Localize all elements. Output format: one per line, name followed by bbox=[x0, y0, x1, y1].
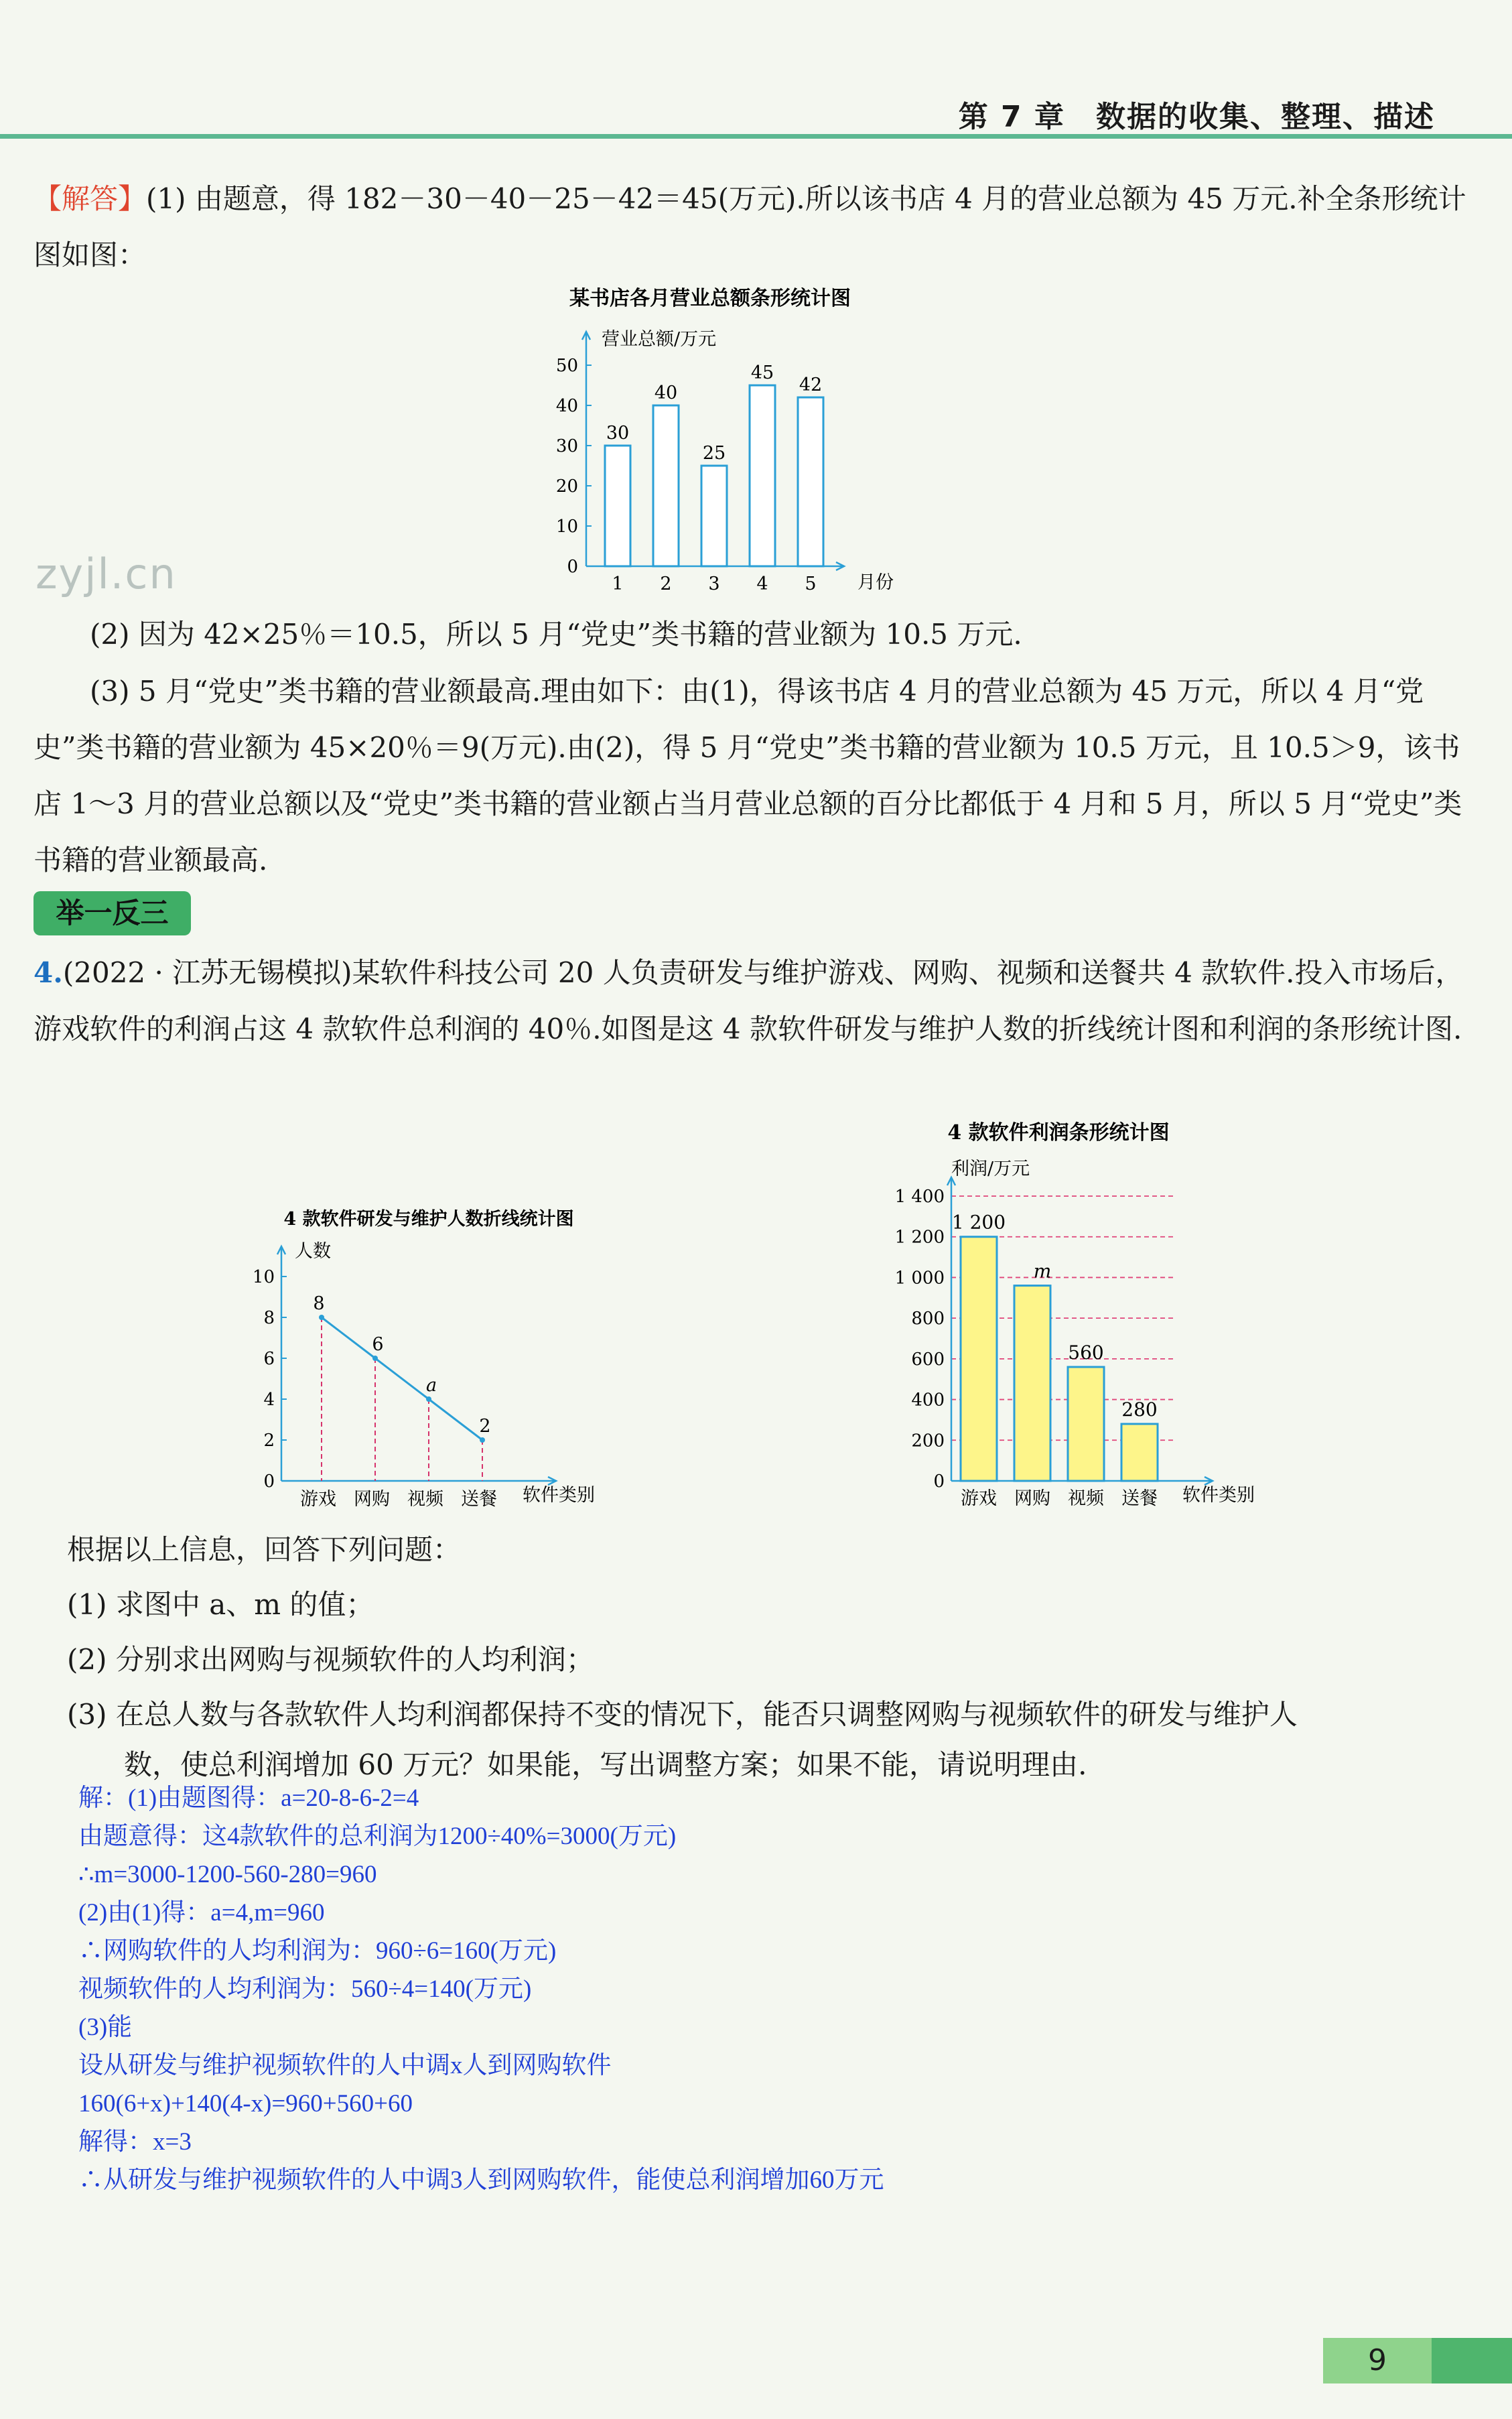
y-tick-label: 1 000 bbox=[894, 1268, 945, 1289]
data-label: 25 bbox=[702, 443, 726, 464]
data-label: 8 bbox=[313, 1293, 325, 1314]
data-label: 280 bbox=[1121, 1398, 1158, 1421]
bar bbox=[961, 1237, 997, 1481]
y-tick-label: 6 bbox=[263, 1349, 275, 1369]
solution-line: 视频软件的人均利润为：560÷4=140(万元) bbox=[78, 1975, 532, 2003]
solution-line: 解得：x=3 bbox=[78, 2128, 192, 2156]
y-tick-label: 1 400 bbox=[894, 1187, 945, 1207]
x-tick-label: 网购 bbox=[354, 1489, 390, 1510]
y-tick-label: 30 bbox=[555, 436, 578, 456]
data-label: 42 bbox=[799, 375, 823, 395]
bar bbox=[750, 385, 775, 566]
solution-line: (2)由(1)得：a=4,m=960 bbox=[78, 1899, 325, 1926]
data-label: 30 bbox=[606, 423, 630, 444]
x-tick-label: 游戏 bbox=[961, 1488, 997, 1509]
data-label: 2 bbox=[479, 1416, 491, 1437]
chapter-title: 第 7 章 数据的收集、整理、描述 bbox=[958, 100, 1435, 134]
x-tick-label: 网购 bbox=[1014, 1488, 1050, 1509]
solution-line: ∴m=3000-1200-560-280=960 bbox=[78, 1861, 377, 1888]
x-tick-label: 4 bbox=[756, 574, 768, 594]
x-tick-label: 1 bbox=[612, 574, 624, 594]
bar bbox=[701, 466, 727, 566]
y-tick-label: 10 bbox=[555, 517, 578, 537]
x-tick-label: 送餐 bbox=[1121, 1488, 1158, 1509]
y-tick-label: 50 bbox=[555, 356, 578, 376]
data-label: 6 bbox=[372, 1334, 384, 1355]
solution-block bbox=[78, 1779, 884, 2199]
y-tick-label: 1 200 bbox=[894, 1227, 945, 1248]
profit-bar-chart bbox=[884, 1116, 1300, 1518]
chart-title: 4 款软件利润条形统计图 bbox=[947, 1121, 1170, 1145]
data-point bbox=[426, 1396, 431, 1402]
answer-part-1 bbox=[33, 171, 1467, 283]
sub-question-2: (2) 分别求出网购与视频软件的人均利润； bbox=[67, 1643, 594, 1676]
solution-line: 设从研发与维护视频软件的人中调x人到网购软件 bbox=[78, 2052, 612, 2079]
bar bbox=[1014, 1286, 1050, 1481]
y-tick-label: 800 bbox=[911, 1309, 945, 1329]
y-tick-label: 4 bbox=[263, 1390, 275, 1410]
y-tick-label: 0 bbox=[933, 1472, 945, 1492]
y-tick-label: 600 bbox=[911, 1349, 945, 1370]
sub-question-3-cont: 数，使总利润增加 60 万元？如果能，写出调整方案；如果不能，请说明理由. bbox=[124, 1748, 1087, 1781]
sub-question-3: (3) 在总人数与各款软件人均利润都保持不变的情况下，能否只调整网购与视频软件的研发与维护人 bbox=[67, 1698, 1298, 1731]
solution-line: (3)能 bbox=[78, 2014, 133, 2041]
section-badge: 举一反三 bbox=[33, 891, 191, 935]
data-point bbox=[319, 1315, 324, 1320]
chart-title: 4 款软件研发与维护人数折线统计图 bbox=[283, 1209, 574, 1230]
question-number: 4. bbox=[33, 956, 63, 989]
data-label: 40 bbox=[654, 383, 678, 403]
chart-title: 某书店各月营业总额条形统计图 bbox=[569, 287, 851, 310]
solution-line: 由题意得：这4款软件的总利润为1200÷40%=3000(万元) bbox=[78, 1823, 677, 1850]
bar bbox=[605, 446, 630, 566]
x-tick-label: 游戏 bbox=[300, 1489, 336, 1510]
x-tick-label: 3 bbox=[708, 574, 720, 594]
question-text: (2022 · 江苏无锡模拟)某软件科技公司 20 人负责研发与维护游戏、网购、视频和送餐共 4 款软件.投入市场后，游戏软件的利润占这 4 款软件总利润的 40％.如图是这 4 款软件研发与维护人数的折线统计图和利润的条形统计图. bbox=[33, 956, 1464, 1045]
y-tick-label: 8 bbox=[263, 1308, 275, 1328]
data-label: 1 200 bbox=[951, 1211, 1006, 1234]
y-tick-label: 200 bbox=[911, 1431, 945, 1451]
x-tick-label: 视频 bbox=[1068, 1488, 1104, 1509]
y-tick-label: 0 bbox=[263, 1472, 275, 1492]
solution-line: 160(6+x)+140(4-x)=960+560+60 bbox=[78, 2090, 413, 2117]
data-label: m bbox=[1033, 1260, 1052, 1283]
y-tick-label: 20 bbox=[555, 476, 578, 497]
y-tick-label: 40 bbox=[555, 396, 578, 416]
y-tick-label: 10 bbox=[252, 1267, 275, 1287]
data-label: a bbox=[425, 1375, 437, 1396]
watermark: zyjl.cn bbox=[36, 549, 177, 598]
data-label: 560 bbox=[1068, 1342, 1104, 1364]
data-point bbox=[372, 1356, 378, 1361]
x-tick-label: 送餐 bbox=[461, 1489, 497, 1510]
series-line bbox=[322, 1317, 482, 1440]
x-axis-label: 软件类别 bbox=[523, 1485, 595, 1506]
y-axis-label: 营业总额/万元 bbox=[602, 329, 717, 350]
y-tick-label: 2 bbox=[263, 1431, 275, 1451]
bookstore-bar-chart bbox=[523, 285, 938, 606]
bar bbox=[798, 397, 823, 566]
solution-line: ∴从研发与维护视频软件的人中调3人到网购软件，能使总利润增加60万元 bbox=[78, 2166, 884, 2194]
y-axis-label: 人数 bbox=[295, 1241, 331, 1262]
answer-tag: 【解答】 bbox=[33, 182, 147, 215]
solution-line: 解：(1)由题图得：a=20-8-6-2=4 bbox=[78, 1784, 419, 1812]
question-4 bbox=[33, 945, 1467, 1057]
sub-question-1: (1) 求图中 a、m 的值； bbox=[67, 1588, 374, 1621]
x-tick-label: 5 bbox=[805, 574, 817, 594]
bar bbox=[1068, 1367, 1104, 1481]
header-divider bbox=[0, 134, 1512, 139]
y-axis-label: 利润/万元 bbox=[951, 1159, 1030, 1179]
bar bbox=[653, 405, 679, 566]
page-number: 9 bbox=[1323, 2338, 1432, 2383]
x-tick-label: 2 bbox=[660, 574, 672, 594]
solution-line: ∴网购软件的人均利润为：960÷6=160(万元) bbox=[78, 1937, 557, 1965]
x-axis-label: 软件类别 bbox=[1182, 1485, 1255, 1506]
data-point bbox=[480, 1437, 485, 1443]
answer-part-3: (3) 5 月“党史”类书籍的营业额最高.理由如下：由(1)，得该书店 4 月的营业总额为 45 万元，所以 4 月“党史”类书籍的营业额为 45×20％＝9(万元).由(2)，得 5 月“党史”类书籍的营业额为 10.5 万元，且 10.5＞9，该书店 1～3 月的营业总额以及“党史”类书籍的营业额占当月营业总额的百分比都低于 4 月和 5 月，所以 5 月“党史”类书籍的营业额最高. bbox=[33, 675, 1462, 876]
page-tab-decoration bbox=[1432, 2338, 1512, 2383]
data-label: 45 bbox=[750, 363, 774, 383]
staff-line-chart bbox=[221, 1199, 650, 1521]
x-tick-label: 视频 bbox=[407, 1489, 443, 1510]
x-axis-label: 月份 bbox=[857, 572, 894, 593]
answer-part-1-text: (1) 由题意，得 182－30－40－25－42＝45(万元).所以该书店 4 月的营业总额为 45 万元.补全条形统计图如图： bbox=[33, 182, 1466, 271]
y-tick-label: 0 bbox=[567, 557, 578, 577]
answer-part-2: (2) 因为 42×25％＝10.5，所以 5 月“党史”类书籍的营业额为 10.5 万元. bbox=[90, 618, 1022, 651]
y-tick-label: 400 bbox=[911, 1390, 945, 1411]
question-intro: 根据以上信息，回答下列问题： bbox=[67, 1533, 462, 1566]
bar bbox=[1121, 1424, 1158, 1481]
